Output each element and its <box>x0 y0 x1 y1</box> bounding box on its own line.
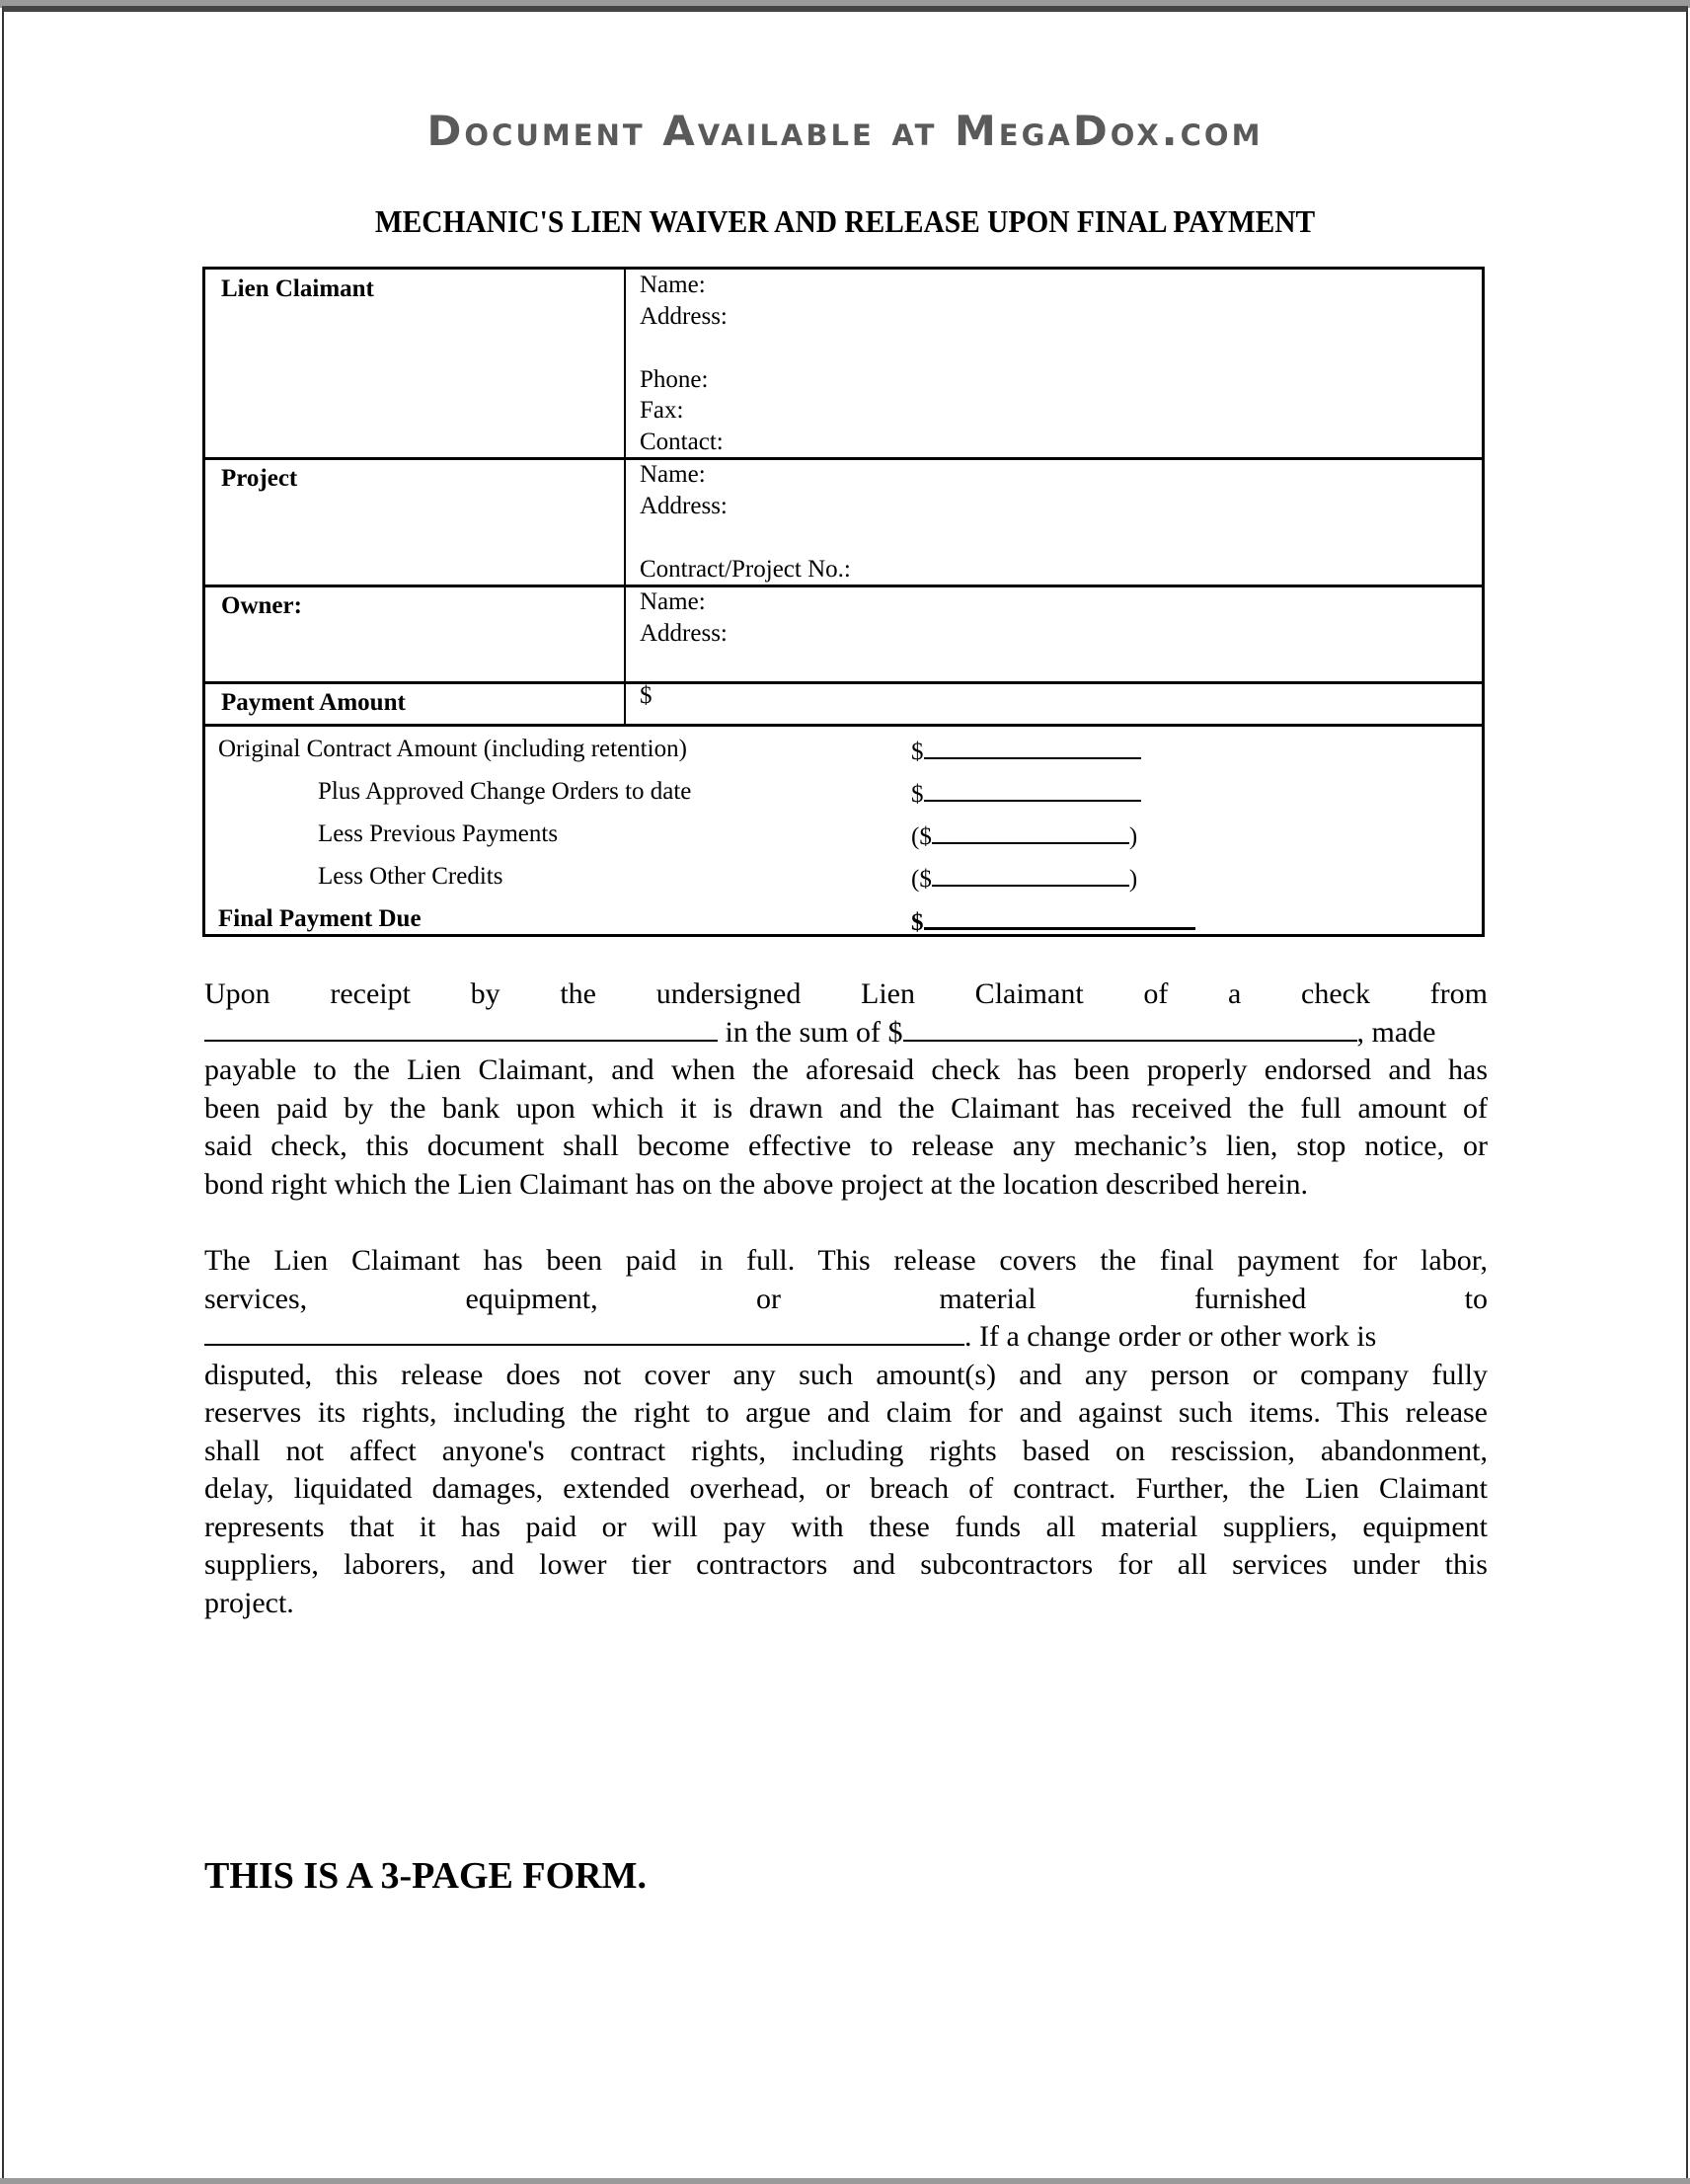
final-payment-due-label: Final Payment Due <box>218 905 422 932</box>
document-title: MECHANIC'S LIEN WAIVER AND RELEASE UPON FINAL PAYMENT <box>374 203 1316 239</box>
text-line <box>204 1014 1488 1053</box>
release-paragraph-1 <box>204 975 1488 1204</box>
lien-info-table <box>202 267 1485 937</box>
blank-line <box>932 863 1129 887</box>
project-name-field[interactable]: Name: <box>640 461 706 488</box>
text-line: said check, this document shall become effective to release any mechanic’s lien, stop notice, or <box>204 1130 1488 1162</box>
previous-payments-label: Less Previous Payments <box>318 820 559 847</box>
claimant-phone-field[interactable]: Phone: <box>640 366 709 393</box>
text-line: represents that it has paid or will pay with these funds all material suppliers, equipment <box>204 1510 1488 1543</box>
row-divider <box>205 585 1482 587</box>
furnished-to-blank[interactable] <box>204 1322 964 1346</box>
text-line: reserves its rights, including the right to argue and claim for and against such items. This release <box>204 1396 1488 1429</box>
owner-label: Owner: <box>221 592 302 619</box>
text-line: payable to the Lien Claimant, and when the aforesaid check has been properly endorsed and has <box>204 1053 1488 1086</box>
other-credits-field[interactable] <box>911 863 1137 894</box>
owner-name-field[interactable]: Name: <box>640 588 706 615</box>
lien-claimant-label: Lien Claimant <box>221 275 374 302</box>
text-line: bond right which the Lien Claimant has on the above project at the location described herein. <box>204 1167 1308 1201</box>
blank-line <box>924 736 1141 759</box>
blank-line <box>924 778 1141 802</box>
owner-address-field[interactable]: Address: <box>640 620 728 647</box>
dollar-prefix: $ <box>911 739 924 765</box>
row-divider <box>205 724 1482 727</box>
text-line: The Lien Claimant has been paid in full. This release covers the final payment for labor, <box>204 1244 1488 1277</box>
row-divider <box>205 681 1482 684</box>
text-fragment: . If a change order or other work is <box>964 1320 1377 1353</box>
text-line: suppliers, laborers, and lower tier contractors and subcontractors for all services under this <box>204 1548 1488 1581</box>
original-contract-amount-field[interactable] <box>911 736 1141 766</box>
text-fragment: in the sum of $ <box>718 1015 903 1049</box>
sum-blank[interactable] <box>903 1018 1357 1042</box>
text-line: delay, liquidated damages, extended overhead, or breach of contract. Further, the Lien Claimant <box>204 1472 1488 1505</box>
text-line <box>204 1318 1488 1357</box>
project-contract-number-field[interactable]: Contract/Project No.: <box>640 556 851 583</box>
final-payment-due-field[interactable] <box>911 905 1195 937</box>
column-divider <box>624 270 626 724</box>
claimant-name-field[interactable]: Name: <box>640 272 706 298</box>
original-contract-amount-label: Original Contract Amount (including retention) <box>218 736 687 762</box>
claimant-fax-field[interactable]: Fax: <box>640 397 684 424</box>
text-fragment: , made <box>1356 1015 1436 1049</box>
dollar-prefix: ($ <box>911 823 932 850</box>
release-paragraph-2 <box>204 1242 1488 1622</box>
payment-amount-field[interactable]: $ <box>640 682 653 709</box>
claimant-address-field[interactable]: Address: <box>640 303 728 330</box>
blank-line <box>932 820 1129 844</box>
text-line: shall not affect anyone's contract rights, including rights based on rescission, abandonment, <box>204 1434 1488 1467</box>
text-line: disputed, this release does not cover any such amount(s) and any person or company fully <box>204 1358 1488 1391</box>
other-credits-label: Less Other Credits <box>318 863 503 890</box>
text-line: project. <box>204 1586 294 1619</box>
dollar-prefix: ($ <box>911 866 932 893</box>
payer-blank[interactable] <box>204 1018 718 1042</box>
change-orders-label: Plus Approved Change Orders to date <box>318 778 692 805</box>
text-line: Upon receipt by the undersigned Lien Claimant of a check from <box>204 977 1488 1010</box>
payment-amount-label: Payment Amount <box>221 689 406 716</box>
project-label: Project <box>221 465 298 492</box>
dollar-prefix: $ <box>911 909 924 936</box>
project-address-field[interactable]: Address: <box>640 493 728 519</box>
watermark-banner: Document Available at MegaDox.com <box>426 107 1264 155</box>
paren-suffix: ) <box>1128 866 1138 893</box>
text-line: services, equipment, or material furnished to <box>204 1282 1488 1315</box>
claimant-contact-field[interactable]: Contact: <box>640 429 724 455</box>
row-divider <box>205 457 1482 460</box>
paren-suffix: ) <box>1128 823 1138 850</box>
change-orders-field[interactable] <box>911 778 1141 809</box>
page-bottom-edge <box>0 2178 1690 2184</box>
previous-payments-field[interactable] <box>911 820 1137 851</box>
dollar-prefix: $ <box>911 781 924 808</box>
blank-line <box>924 905 1195 930</box>
text-line: been paid by the bank upon which it is drawn and the Claimant has received the full amount of <box>204 1091 1488 1125</box>
page-count-note: THIS IS A 3-PAGE FORM. <box>204 1855 647 1897</box>
